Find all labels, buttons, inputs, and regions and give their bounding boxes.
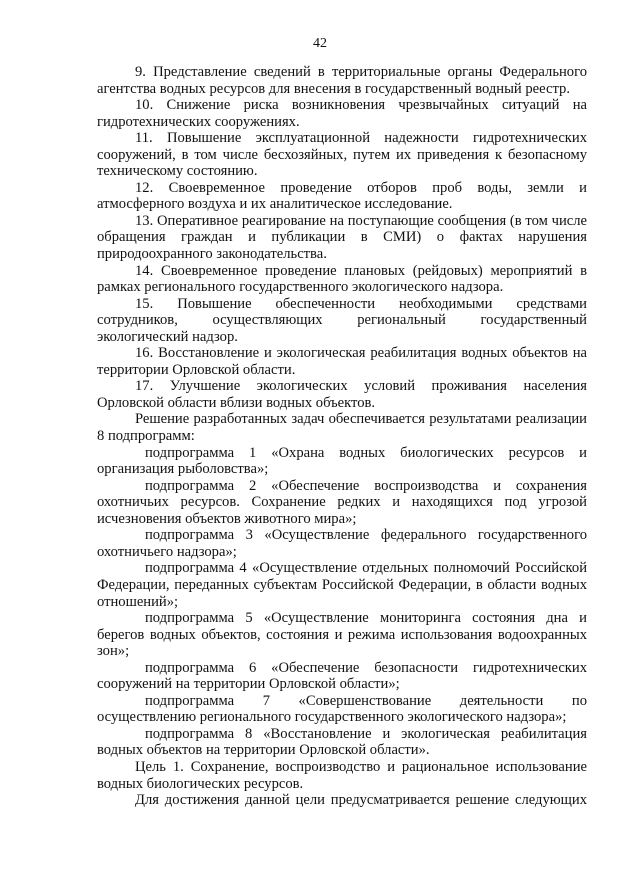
subprogram-8: подпрограмма 8 «Восстановление и экологическая реабилитация водных объектов на территории Орловской области». [97, 725, 587, 759]
subprogram-4: подпрограмма 4 «Осуществление отдельных полномочий Российской Федерации, переданных субъектам Российской Федерации, в области водных отношений»; [97, 560, 587, 610]
subprogram-6: подпрограмма 6 «Обеспечение безопасности гидротехнических сооружений на территории Орловской области»; [97, 659, 587, 693]
paragraph-item-14: 14. Своевременное проведение плановых (рейдовых) мероприятий в рамках регионального государственного экологического надзора. [97, 262, 587, 296]
paragraph-goal-tasks: Для достижения данной цели предусматривается решение следующих [135, 792, 587, 809]
subprogram-5: подпрограмма 5 «Осуществление мониторинга состояния дна и берегов водных объектов, состояния и режима использования водоохранных зон»; [97, 610, 587, 660]
paragraph-goal-1: Цель 1. Сохранение, воспроизводство и рациональное использование водных биологических ресурсов. [97, 758, 587, 792]
subprogram-7: подпрограмма 7 «Совершенствование деятельности по осуществлению регионального государственного экологического надзора»; [97, 692, 587, 726]
paragraph-item-11: 11. Повышение эксплуатационной надежности гидротехнических сооружений, в том числе бесхозяйных, путем их приведения к безопасному техническому состоянию. [97, 130, 587, 180]
document-body [97, 64, 587, 809]
paragraph-item-17: 17. Улучшение экологических условий проживания населения Орловской области вблизи водных объектов. [97, 378, 587, 411]
paragraph-item-10: 10. Снижение риска возникновения чрезвычайных ситуаций на гидротехнических сооружениях. [97, 97, 587, 130]
paragraph-item-16: 16. Восстановление и экологическая реабилитация водных объектов на территории Орловской области. [97, 345, 587, 378]
paragraph-item-12: 12. Своевременное проведение отборов проб воды, земли и атмосферного воздуха и их аналитическое исследование. [97, 179, 587, 213]
subprogram-1: подпрограмма 1 «Охрана водных биологических ресурсов и организация рыболовства»; [97, 444, 587, 478]
subprogram-2: подпрограмма 2 «Обеспечение воспроизводства и сохранения охотничьих ресурсов. Сохранение редких и находящихся под угрозой исчезновения объектов животного мира»; [97, 477, 587, 527]
paragraph-item-13: 13. Оперативное реагирование на поступающие сообщения (в том числе обращения граждан и публикации в СМИ) о фактах нарушения природоохранного законодательства. [97, 212, 587, 263]
paragraph-item-9: 9. Представление сведений в территориальные органы Федерального агентства водных ресурсов для внесения в государственный водный реестр. [97, 64, 587, 97]
paragraph-item-15: 15. Повышение обеспеченности необходимыми средствами сотрудников, осуществляющих региональный государственный экологический надзор. [97, 295, 587, 345]
paragraph-subprograms-intro: Решение разработанных задач обеспечивается результатами реализации 8 подпрограмм: [97, 411, 587, 445]
subprogram-3: подпрограмма 3 «Осуществление федерального государственного охотничьего надзора»; [97, 527, 587, 560]
page-number: 42 [313, 36, 327, 51]
